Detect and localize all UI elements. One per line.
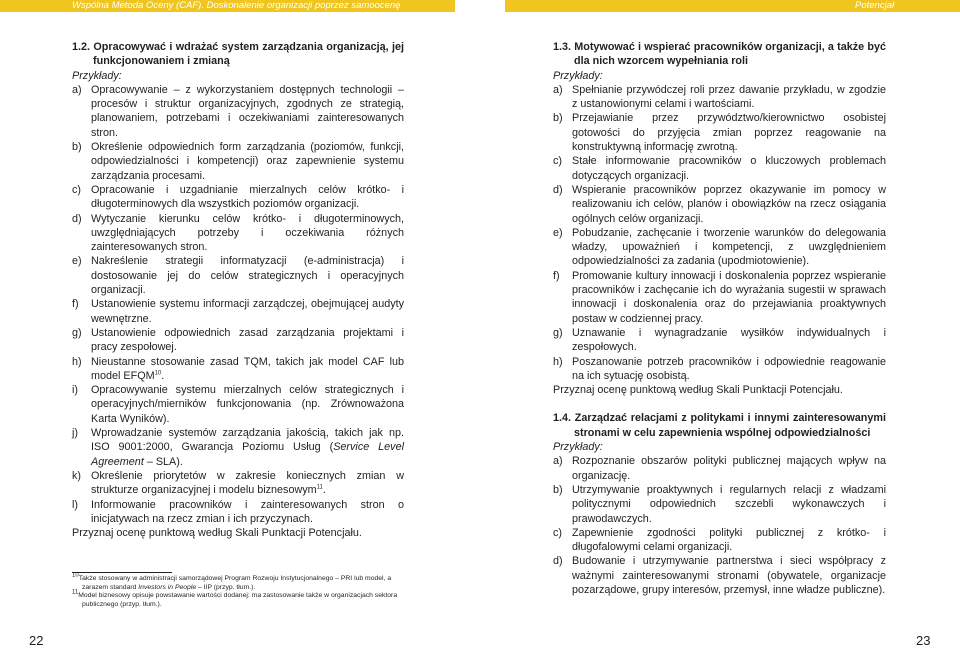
section-title: 1.2. Opracowywać i wdrażać system zarządzania organizacją, jej funkcjonowaniem i zmianą <box>72 41 404 68</box>
item-letter: h) <box>72 355 82 368</box>
list-item <box>72 254 404 297</box>
item-letter: f) <box>72 298 79 311</box>
item-letter: l) <box>72 498 78 511</box>
list-item <box>553 183 886 226</box>
item-text: Budowanie i utrzymywanie partnerstwa i sieci współpracy z ważnymi zainteresowanymi stronami (obywatele, organizacje pozarządowe, grupy interesów, przemysł, inne władze publiczne). <box>572 555 886 596</box>
item-letter: k) <box>72 469 81 482</box>
item-text: Wspieranie pracowników poprzez okazywanie im pomocy w realizowaniu ich celów, planów i obowiązków na rzecz osiągania ogólnych celów organizacji. <box>572 183 886 225</box>
item-letter: j) <box>72 427 78 440</box>
left-column <box>72 40 404 540</box>
footnote-ref: 11 <box>316 484 323 491</box>
list-item <box>553 355 886 384</box>
scoring-instruction: Przyznaj ocenę punktową według Skali Punktacji Potencjału. <box>553 384 843 397</box>
list-item <box>553 526 886 555</box>
footnote-ref: 10 <box>154 370 162 377</box>
item-letter: e) <box>553 226 563 239</box>
item-text: Nieustanne stosowanie zasad TQM, takich jak model CAF lub model EFQM$^{10}$. <box>91 355 404 382</box>
list-item <box>72 140 404 183</box>
item-letter: c) <box>553 155 562 168</box>
item-letter: b) <box>553 483 563 496</box>
item-text: Wprowadzanie systemów zarządzania jakością, takich jak np. ISO 9001:2000, Gwarancja Poziomu Usług (Service Level Agreement – SLA). <box>91 427 404 468</box>
page-number-left: 22 <box>29 633 44 648</box>
item-text: Opracowywanie – z wykorzystaniem dostępnych technologii – procesów i struktur organizacyjnych, zgodnych ze strategią, planowaniem, potrzebami i oczekiwaniami zainteresowanych stron. <box>91 83 404 139</box>
list-item <box>72 326 404 355</box>
right-column <box>553 40 886 597</box>
list-item <box>553 483 886 526</box>
item-letter: f) <box>553 269 560 282</box>
list-item <box>72 183 404 212</box>
item-letter: b) <box>72 141 82 154</box>
list-item <box>72 383 404 426</box>
footnotes <box>72 572 406 609</box>
item-letter: d) <box>553 183 563 196</box>
examples-list <box>553 454 886 597</box>
header-section: Potencjał <box>855 0 895 11</box>
list-item <box>72 83 404 140</box>
list-item <box>553 111 886 154</box>
item-text: Przejawianie przez przywództwo/kierownictwo osobistej gotowości do przyjęcia zmian poprzez reagowanie na konstruktywną informację zwrotną. <box>572 112 886 154</box>
examples-list <box>553 83 886 383</box>
item-text: Uznawanie i wynagradzanie wysiłków indywidualnych i zespołowych. <box>572 326 886 354</box>
list-item <box>553 154 886 183</box>
item-text: Promowanie kultury innowacji i doskonalenia poprzez wspieranie pracowników i zachęcanie ich do wyrażania sugestii w sprawach innowacji i doskonalenia oraz do przejawiania proaktywnych postaw w codziennej pracy. <box>572 269 886 325</box>
examples-list <box>72 83 404 526</box>
item-letter: i) <box>72 384 78 397</box>
item-text: Ustanowienie odpowiednich zasad zarządzania projektami i pracy zespołowej. <box>91 326 404 354</box>
footnote-rule <box>72 572 172 573</box>
page-number-right: 23 <box>916 633 931 648</box>
item-letter: g) <box>72 326 82 339</box>
examples-label: Przykłady: <box>553 441 603 454</box>
item-text: Określenie priorytetów w zakresie koniecznych zmian w strukturze organizacyjnej i modelu biznesowym$^{11}$. <box>91 469 404 497</box>
list-item <box>553 454 886 483</box>
examples-label: Przykłady: <box>72 69 122 82</box>
item-text: Rozpoznanie obszarów polityki publicznej mających wpływ na organizację. <box>572 455 886 482</box>
list-item <box>553 269 886 326</box>
section-title: 1.3. Motywować i wspierać pracowników organizacji, a także być dla nich wzorcem wypełniania roli <box>553 41 886 68</box>
item-text: Stałe informowanie pracowników o kluczowych problemach dotyczących organizacji. <box>572 155 886 182</box>
item-letter: d) <box>72 212 82 225</box>
list-item <box>553 554 886 597</box>
item-text: Wytyczanie kierunku celów krótko- i długoterminowych, uwzględniających potrzeby i oczekiwania różnych zainteresowanych stron. <box>91 212 404 254</box>
item-text: Nakreślenie strategii informatyzacji (e-administracja) i dostosowanie jej do celów strategicznych i operacyjnych organizacji. <box>91 255 404 297</box>
list-item <box>72 355 404 384</box>
emphasis: Investors in People <box>138 583 197 591</box>
item-letter: d) <box>553 555 563 568</box>
item-text: Określenie odpowiednich form zarządzania (poziomów, funkcji, odpowiedzialności i kompetencji) oraz zapewnienie systemu zarządzania procesami. <box>91 141 404 182</box>
list-item <box>72 297 404 326</box>
item-text: Zapewnienie zgodności polityki publicznej z krótko- i długofalowymi celami organizacji. <box>572 526 886 554</box>
item-letter: g) <box>553 326 563 339</box>
item-letter: c) <box>553 526 562 539</box>
list-item <box>72 426 404 469</box>
item-text: Utrzymywanie proaktywnych i regularnych relacji z władzami politycznymi odpowiednich szczebli wykonawczych i prawodawczych. <box>572 483 886 525</box>
list-item <box>553 326 886 355</box>
list-item <box>72 469 404 498</box>
list-item <box>72 498 404 527</box>
list-item <box>72 212 404 255</box>
item-letter: a) <box>553 83 563 96</box>
item-text: Opracowywanie systemu mierzalnych celów strategicznych i operacyjnych/mierników funkcjonowania (np. Zrównoważona Karta Wyników). <box>91 384 404 425</box>
item-letter: a) <box>553 455 563 468</box>
examples-label: Przykłady: <box>553 69 603 82</box>
item-letter: a) <box>72 83 82 96</box>
emphasis: Service Level Agreement <box>91 441 404 468</box>
header-title: Wspólna Metoda Oceny (CAF). Doskonalenie organizacji poprzez samoocenę <box>72 0 401 11</box>
list-item <box>553 83 886 112</box>
section-title: 1.4. Zarządzać relacjami z politykami i innymi zainteresowanymi stronami w celu zapewnienia wspólnej odpowiedzialności <box>553 412 886 439</box>
footnote: $^{10}$Także stosowany w administracji samorządowej Program Rozwoju Instytucjonalnego – PRI lub model, a zarazem standard Investors in People – IIP (przyp. tłum.). <box>72 572 392 591</box>
item-text: Poszanowanie potrzeb pracowników i odpowiednie reagowanie na ich sytuację osobistą. <box>572 355 886 382</box>
list-item <box>553 226 886 269</box>
item-text: Spełnianie przywódczej roli przez dawanie przykładu, w zgodzie z ustanowionymi celami i wartościami. <box>572 83 886 111</box>
item-text: Ustanowienie systemu informacji zarządczej, obejmującej audyty wewnętrzne. <box>91 298 404 325</box>
item-text: Informowanie pracowników i zainteresowanych stron o inicjatywach na rzecz zmian i ich przyczynach. <box>91 498 404 525</box>
item-letter: b) <box>553 112 563 125</box>
item-letter: h) <box>553 355 563 368</box>
item-text: Opracowanie i uzgadnianie mierzalnych celów krótko- i długoterminowych dla wszystkich poziomów organizacji. <box>91 183 404 211</box>
scoring-instruction: Przyznaj ocenę punktową według Skali Punktacji Potencjału. <box>72 527 362 540</box>
item-letter: c) <box>72 183 81 196</box>
footnote-number: 11 <box>72 589 79 596</box>
item-letter: e) <box>72 255 82 268</box>
item-text: Pobudzanie, zachęcanie i tworzenie warunków do delegowania władzy, upoważnień i kompetencji, z uwzględnieniem odpowiedzialności za zadania (upodmiotowienie). <box>572 226 886 268</box>
footnote-number: 10 <box>72 572 79 579</box>
footnote: $^{11}$Model biznesowy opisuje powstawanie wartości dodanej: ma zastosowanie także w organizacjach sektora publicznego (przyp. tłum.). <box>72 589 398 608</box>
